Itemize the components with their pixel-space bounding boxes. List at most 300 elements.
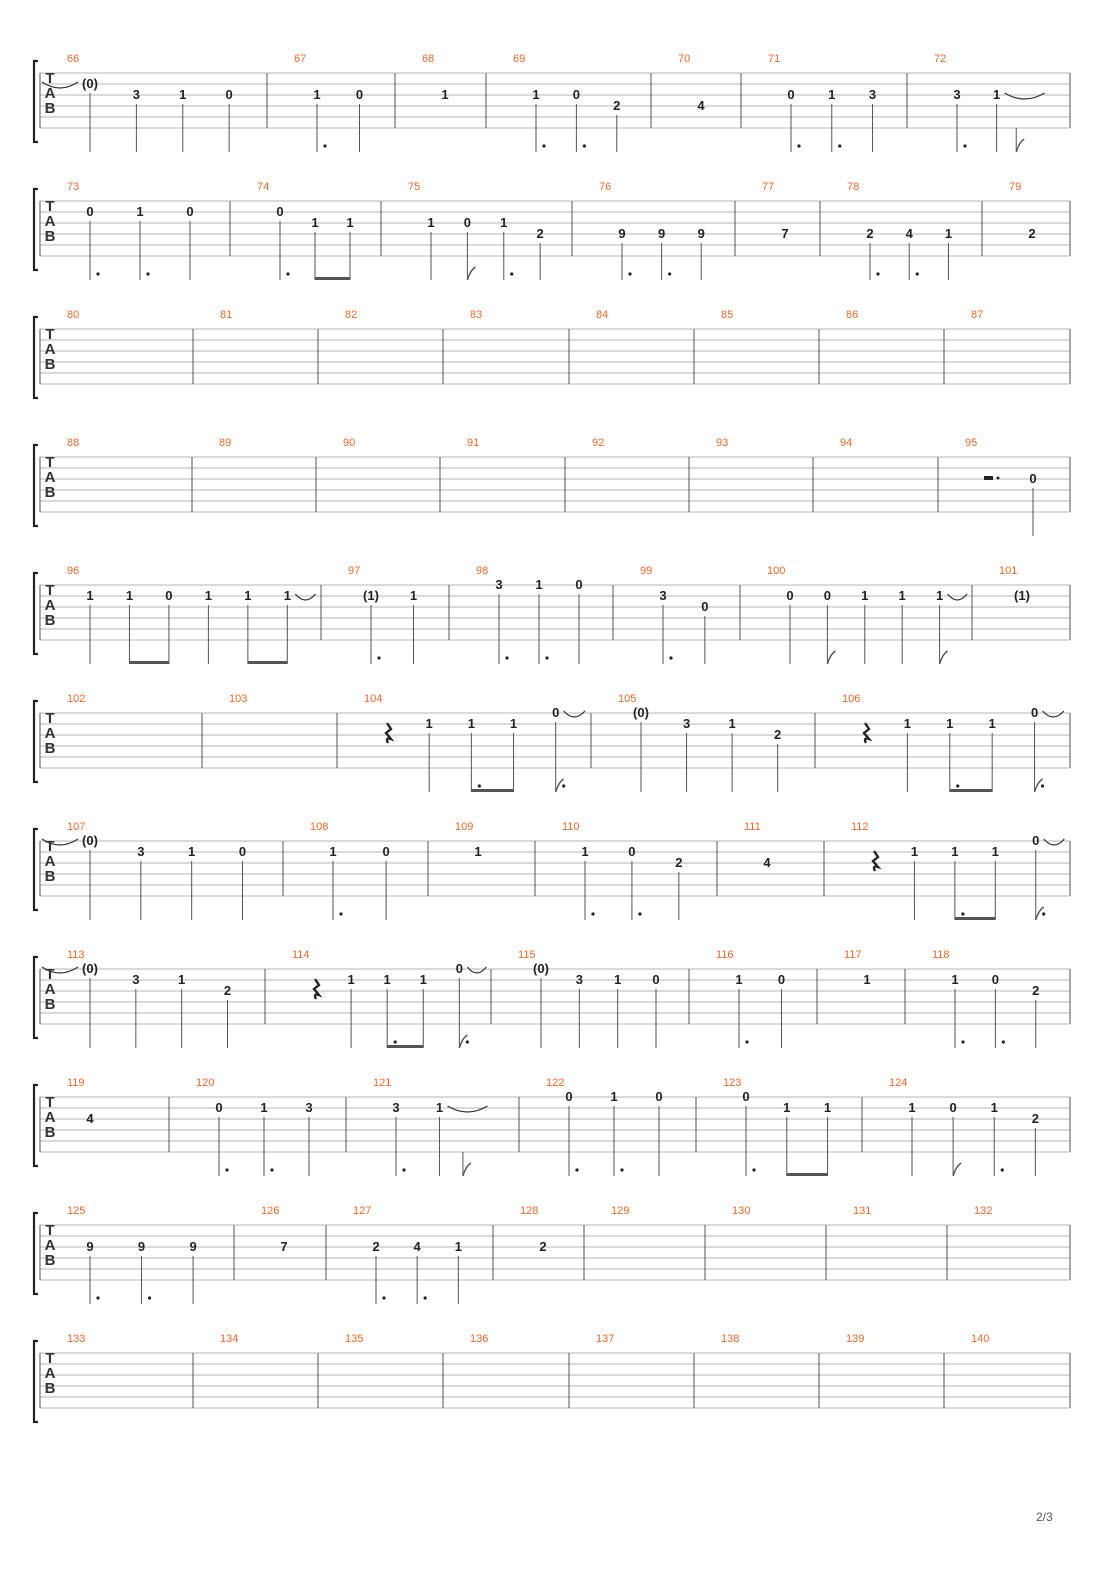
fret-number: 2 [613,98,621,113]
fret-number: 1 [988,716,996,731]
fret-number: 1 [204,588,213,603]
measure-number: 107 [67,821,86,833]
duration-dot [876,272,879,275]
measure-number: 94 [840,437,853,449]
fret-number: 1 [990,1100,998,1115]
measure-number: 110 [562,821,580,833]
note-flag [467,267,475,280]
measure [842,693,1070,792]
duration-dot [961,912,964,915]
measure-number: 106 [842,693,861,705]
measure [353,1205,493,1304]
fret-number: 0 [823,588,832,603]
measure-number: 91 [467,437,480,449]
system-bracket [34,1213,38,1294]
measure-number: 115 [518,949,536,961]
duration-dot [402,1168,405,1171]
measure-number: 122 [546,1077,565,1089]
system-bracket [34,189,38,270]
tab-clef-letter: B [44,996,56,1013]
fret-number: 1 [454,1239,462,1254]
fret-number: (0) [82,76,98,91]
measure-number: 87 [971,309,984,321]
fret-number: 1 [903,716,912,731]
measure-number: 126 [261,1205,280,1217]
duration-dot [620,1168,623,1171]
measure [934,53,1070,152]
measure-number: 113 [67,949,85,961]
fret-number: 1 [329,844,337,859]
measure-number: 86 [846,309,859,321]
measure-number: 109 [455,821,474,833]
measure [889,1077,1070,1176]
duration-dot [339,912,342,915]
tab-clef-letter: T [45,1094,55,1111]
measure [373,1077,519,1176]
fret-number: 1 [532,87,540,102]
measure-number: 111 [744,821,761,833]
system-bracket [34,1341,38,1422]
duration-dot [668,272,671,275]
duration-dot [148,1296,151,1299]
measure-number: 97 [348,565,361,577]
note-beam [471,789,513,792]
measure [40,1205,234,1304]
measure-number: 101 [999,565,1018,577]
duration-dot [562,784,565,787]
fret-number: 1 [910,844,919,859]
note-beam [315,277,350,280]
tab-system [34,949,1070,1048]
half-rest [984,476,993,480]
measure-number: 74 [257,181,270,193]
measure-number: 139 [846,1333,865,1345]
measure [310,821,428,920]
fret-number: 2 [1028,226,1036,241]
fret-number: 0 [1032,833,1040,848]
quarter-rest [864,723,869,743]
fret-number: 3 [132,87,141,102]
duration-dot [745,1040,748,1043]
measure-number: 136 [470,1333,489,1345]
measure-number: 130 [732,1205,751,1217]
duration-dot [286,272,289,275]
measure [851,821,1070,920]
duration-dot [575,1168,578,1171]
measure-number: 116 [716,949,734,961]
measure-number: 70 [678,53,691,65]
measure [640,565,740,664]
fret-number: (0) [82,961,98,976]
measure-number: 80 [67,309,80,321]
duration-dot [797,144,800,147]
fret-number: 9 [657,226,666,241]
measure-number: 73 [67,181,80,193]
tab-clef-letter: B [44,868,56,885]
duration-dot [669,656,672,659]
fret-number: 1 [610,1089,618,1104]
measure [348,565,449,664]
duration-dot [466,1040,469,1043]
duration-dot [963,144,966,147]
fret-number: 0 [652,972,660,987]
fret-number: 1 [991,844,999,859]
note-beam [129,661,168,664]
fret-number: 2 [1032,983,1040,998]
tab-clef-letter: A [44,853,56,870]
fret-number: 1 [425,716,433,731]
measure-number: 82 [345,309,358,321]
note-beam [950,789,992,792]
duration-dot [1001,1168,1004,1171]
tab-clef-letter: A [44,725,56,742]
fret-number: 1 [951,844,959,859]
tab-clef-letter: A [44,981,56,998]
fret-number: 3 [495,577,503,592]
measure-number: 121 [373,1077,392,1089]
measure-number: 67 [294,53,307,65]
fret-number: 2 [372,1239,380,1254]
tab-clef-letter: A [44,1365,56,1382]
fret-number: 1 [244,588,252,603]
measure-number: 99 [640,565,653,577]
measure [40,565,321,664]
system-bracket [34,573,38,654]
page-number: 2/3 [1036,1510,1053,1524]
fret-number: 1 [728,716,736,731]
duration-dot [270,1168,273,1171]
measure [618,693,815,792]
system-bracket [34,61,38,142]
measure-number: 68 [422,53,435,65]
fret-number: 3 [132,972,140,987]
measure-number: 75 [408,181,421,193]
fret-number: 1 [614,972,622,987]
measure [546,1077,696,1176]
tab-clef-letter: A [44,85,56,102]
measure [965,437,1070,536]
measure-number: 103 [229,693,248,705]
fret-number: 1 [419,972,427,987]
measure [294,53,395,152]
fret-number: (1) [1014,588,1030,603]
tie-arc [1043,711,1064,717]
fret-number: 1 [828,87,836,102]
measure-number: 72 [934,53,947,65]
measure-number: 135 [345,1333,364,1345]
measure-number: 71 [768,53,781,65]
fret-number: 1 [908,1100,916,1115]
measure-number: 93 [716,437,729,449]
fret-number: (0) [82,833,98,848]
measure-number: 120 [196,1077,215,1089]
measure-number: 95 [965,437,978,449]
duration-dot [638,912,641,915]
tab-clef-letter: B [44,100,56,117]
measure [40,53,267,152]
measure [513,53,651,152]
fret-number: 0 [382,844,390,859]
fret-number: 1 [946,716,954,731]
fret-number: 2 [866,226,874,241]
duration-dot [916,272,919,275]
measure-number: 92 [592,437,605,449]
fret-number: 4 [905,226,913,241]
tab-system [34,1077,1070,1176]
fret-number: 0 [552,705,560,720]
fret-number: 0 [276,204,284,219]
fret-number: 0 [186,204,194,219]
measure-number: 89 [219,437,232,449]
fret-number: 9 [189,1239,197,1254]
fret-number: 1 [861,588,869,603]
fret-number: 1 [125,588,134,603]
duration-dot [1041,784,1044,787]
fret-number: 1 [535,577,543,592]
tab-clef-letter: B [44,1124,56,1141]
measure-number: 134 [220,1333,239,1345]
fret-number: 1 [951,972,959,987]
fret-number: 7 [280,1239,288,1254]
measure-number: 81 [220,309,233,321]
tab-clef-letter: T [45,1350,55,1367]
measure [476,565,613,664]
fret-number: 0 [701,599,709,614]
measure-number: 128 [520,1205,539,1217]
note-flag [953,1163,961,1176]
fret-number: 0 [463,215,472,230]
fret-number: (1) [363,588,379,603]
fret-number: 0 [215,1100,223,1115]
tie-arc [295,594,315,600]
measure-number: 96 [67,565,80,577]
note-flag [1016,139,1024,152]
fret-number: 2 [539,1239,547,1254]
fret-number: 1 [441,87,449,102]
tab-clef-letter: B [44,484,56,501]
quarter-rest [314,979,319,999]
fret-number: 1 [283,588,291,603]
measure [518,949,689,1048]
fret-number: 3 [392,1100,400,1115]
fret-number: 1 [823,1100,832,1115]
tie-arc [467,967,486,973]
measure-number: 66 [67,53,80,65]
duration-dot [838,144,841,147]
duration-dot [424,1296,427,1299]
measure-number: 127 [353,1205,372,1217]
measure-number: 118 [932,949,950,961]
fret-number: 1 [409,588,418,603]
measure [40,949,265,1048]
rest-dot [997,477,1000,480]
duration-dot [96,272,99,275]
fret-number: 3 [868,87,877,102]
measure-number: 102 [67,693,86,705]
fret-number: (0) [533,961,549,976]
duration-dot [510,272,513,275]
tab-clef-letter: B [44,228,56,245]
tab-system [34,821,1070,920]
fret-number: 1 [783,1100,791,1115]
system-bracket [34,1085,38,1166]
tab-system [34,1333,1070,1422]
tab-system [34,437,1070,536]
fret-number: 1 [467,716,475,731]
fret-number: 2 [774,727,782,742]
fret-number: 0 [777,972,786,987]
fret-number: 1 [347,972,355,987]
measure [847,181,982,280]
tie-arc [1005,93,1045,99]
tab-clef-letter: T [45,582,55,599]
measure-number: 129 [611,1205,630,1217]
fret-number: 1 [311,215,319,230]
measure [364,693,591,792]
fret-number: 1 [435,1100,444,1115]
measure-number: 90 [343,437,356,449]
tab-clef-letter: B [44,612,56,629]
quarter-rest [386,723,391,743]
fret-number: 3 [305,1100,313,1115]
fret-number: 1 [313,87,321,102]
measure [716,949,817,1048]
measure-number: 69 [513,53,526,65]
fret-number: 1 [383,972,391,987]
duration-dot [542,144,545,147]
fret-number: 3 [682,716,691,731]
tie-arc [564,711,585,717]
tab-clef-letter: B [44,1380,56,1397]
duration-dot [956,784,959,787]
fret-number: 0 [1029,471,1037,486]
tab-clef-letter: T [45,326,55,343]
measure-number: 85 [721,309,734,321]
tab-clef-letter: T [45,838,55,855]
fret-number: 2 [1031,1111,1039,1126]
tab-clef-letter: B [44,356,56,373]
measure-number: 83 [470,309,483,321]
duration-dot [583,144,586,147]
tab-clef-letter: T [45,966,55,983]
measure-number: 114 [292,949,310,961]
measure-number: 124 [889,1077,908,1089]
fret-number: 0 [575,577,583,592]
fret-number: 7 [781,226,789,241]
note-flag [827,651,835,664]
duration-dot [478,784,481,787]
duration-dot [394,1040,397,1043]
duration-dot [545,656,548,659]
measure-number: 131 [853,1205,872,1217]
system-bracket [34,957,38,1038]
tab-system [34,693,1070,792]
fret-number: 1 [992,87,1001,102]
measure-number: 123 [723,1077,742,1089]
fret-number: 0 [742,1089,750,1104]
fret-number: 1 [260,1100,268,1115]
tab-clef-letter: B [44,1252,56,1269]
measure-number: 108 [310,821,329,833]
tie-arc [447,1106,487,1112]
fret-number: 1 [581,844,589,859]
system-bracket [34,317,38,398]
tab-system [34,309,1070,398]
measure [932,949,1070,1048]
note-beam [955,917,995,920]
fret-number: 1 [863,972,871,987]
tab-system [34,53,1070,152]
fret-number: 4 [763,855,771,870]
tie-arc [1044,839,1065,845]
duration-dot [323,144,326,147]
fret-number: 1 [935,588,944,603]
fret-number: 3 [953,87,961,102]
fret-number: 0 [949,1100,957,1115]
tab-clef-letter: T [45,1222,55,1239]
tab-clef-letter: B [44,740,56,757]
fret-number: 4 [86,1111,94,1126]
note-beam [387,1045,423,1048]
fret-number: 0 [991,972,1000,987]
tab-system [34,1205,1070,1304]
measure [40,181,230,280]
system-bracket [34,829,38,910]
tab-clef-letter: T [45,70,55,87]
measure-number: 105 [618,693,637,705]
measure [292,949,491,1048]
duration-dot [1002,1040,1005,1043]
measure-number: 84 [596,309,609,321]
fret-number: 0 [225,87,233,102]
fret-number: 2 [223,983,232,998]
tab-clef-letter: A [44,1109,56,1126]
fret-number: 2 [536,226,544,241]
measure-number: 133 [67,1333,86,1345]
fret-number: 1 [500,215,508,230]
fret-number: 0 [238,844,247,859]
measure-number: 77 [762,181,775,193]
measure [599,181,735,280]
measure-number: 88 [67,437,80,449]
measure-number: 112 [851,821,869,833]
tab-system [34,565,1070,664]
measure [768,53,907,152]
duration-dot [146,272,149,275]
duration-dot [628,272,631,275]
measure [723,1077,862,1176]
tab-clef-letter: T [45,454,55,471]
fret-number: 0 [787,87,795,102]
system-bracket [34,445,38,526]
fret-number: 0 [786,588,794,603]
measure [257,181,381,280]
tab-clef-letter: T [45,710,55,727]
fret-number: 1 [427,215,435,230]
tab-clef-letter: A [44,597,56,614]
measure-number: 119 [67,1077,85,1089]
measure-number: 98 [476,565,489,577]
fret-number: 9 [618,226,626,241]
note-flag [463,1163,471,1176]
fret-number: 0 [455,961,463,976]
tab-clef-letter: A [44,469,56,486]
fret-number: 1 [735,972,743,987]
fret-number: 1 [188,844,196,859]
fret-number: 1 [346,215,354,230]
measure [196,1077,346,1176]
measure-number: 100 [767,565,786,577]
